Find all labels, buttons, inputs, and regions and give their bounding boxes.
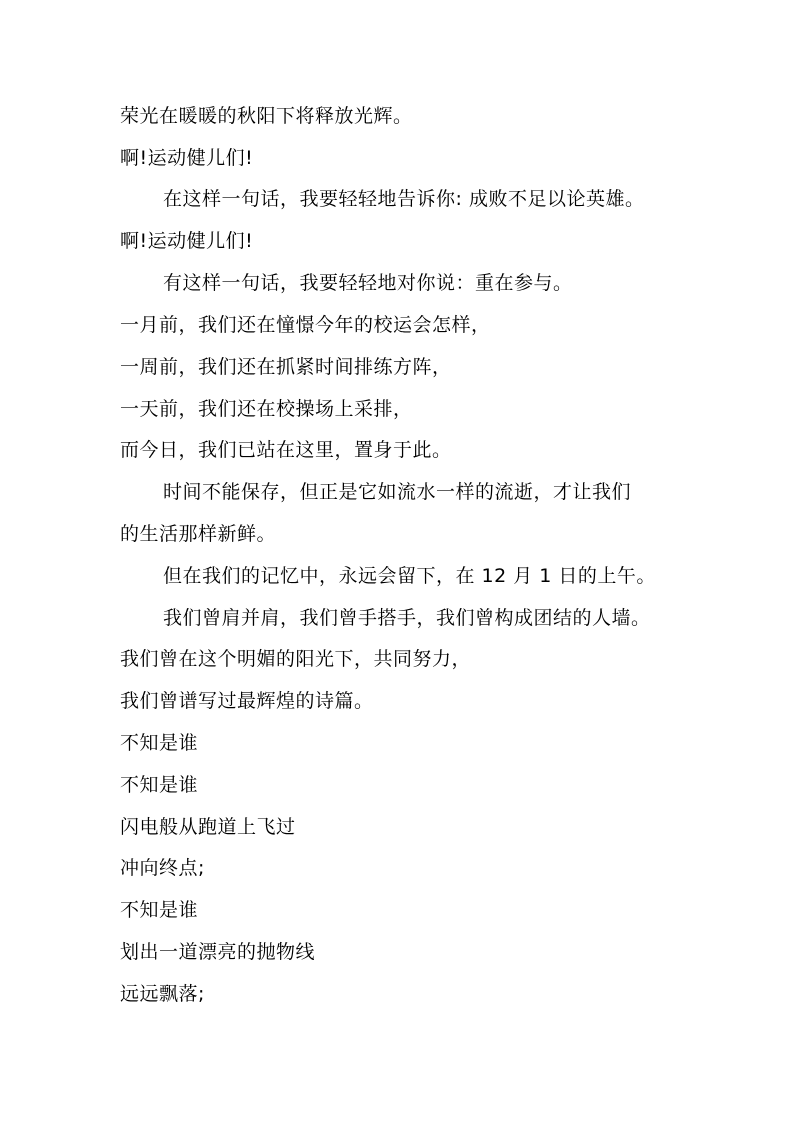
text-line: 我们曾在这个明媚的阳光下，共同努力， bbox=[120, 648, 472, 670]
text-line: 但在我们的记忆中，永远会留下，在 12 月 1 日的上午。 bbox=[163, 565, 656, 587]
text-line: 的生活那样新鲜。 bbox=[120, 523, 277, 545]
text-line: 远远飘落; bbox=[120, 983, 205, 1005]
text-line: 一周前，我们还在抓紧时间排练方阵， bbox=[120, 356, 452, 378]
text-line: 时间不能保存，但正是它如流水一样的流逝，才让我们 bbox=[163, 481, 632, 503]
text-line: 有这样一句话，我要轻轻地对你说：重在参与。 bbox=[163, 272, 573, 294]
text-line: 冲向终点; bbox=[120, 857, 205, 879]
text-line: 一月前，我们还在憧憬今年的校运会怎样， bbox=[120, 314, 491, 336]
text-line: 在这样一句话，我要轻轻地告诉你: 成败不足以论英雄。 bbox=[163, 188, 645, 210]
text-line: 不知是谁 bbox=[120, 899, 199, 921]
text-line: 不知是谁 bbox=[120, 774, 199, 796]
text-line: 而今日，我们已站在这里，置身于此。 bbox=[120, 439, 452, 461]
text-line: 一天前，我们还在校操场上采排， bbox=[120, 398, 413, 420]
text-line: 我们曾肩并肩，我们曾手搭手，我们曾构成团结的人墙。 bbox=[163, 607, 651, 629]
text-line: 啊!运动健儿们! bbox=[120, 147, 254, 169]
text-line: 荣光在暖暖的秋阳下将释放光辉。 bbox=[120, 105, 413, 127]
text-line: 我们曾谱写过最辉煌的诗篇。 bbox=[120, 690, 374, 712]
text-line: 啊!运动健儿们! bbox=[120, 230, 254, 252]
text-line: 划出一道漂亮的抛物线 bbox=[120, 941, 316, 963]
text-line: 闪电般从跑道上飞过 bbox=[120, 816, 296, 838]
text-line: 不知是谁 bbox=[120, 732, 199, 754]
